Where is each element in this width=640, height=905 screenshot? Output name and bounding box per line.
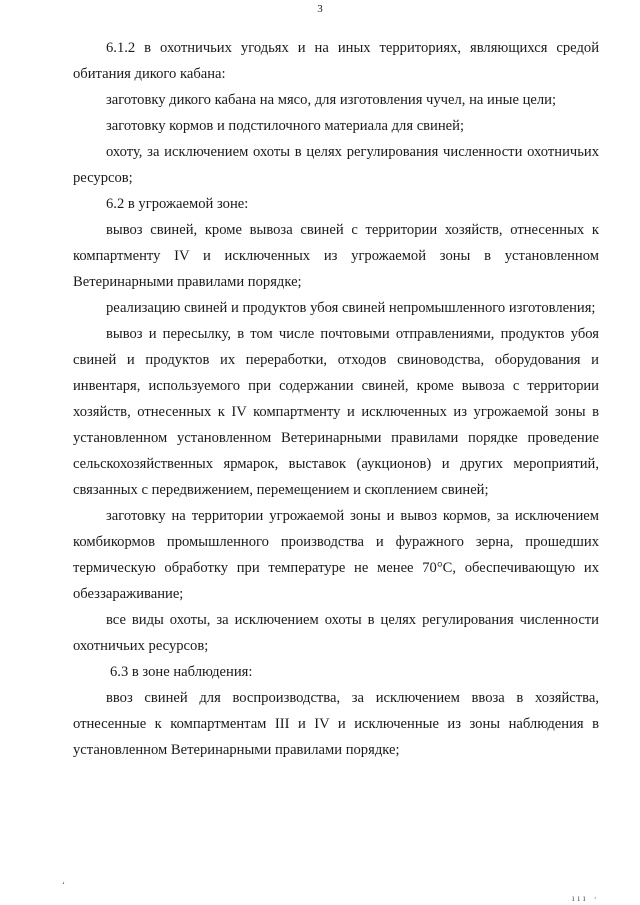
page-number: 3 — [317, 3, 323, 15]
scan-mark-left: ‘ — [62, 880, 65, 890]
paragraph-pig-sale: реализацию свиней и продуктов убоя свиней непромышленного изготовления; — [106, 300, 596, 316]
paragraph-hunting-harvest: заготовку дикого кабана на мясо, для изготовления чучел, на иные цели; — [106, 92, 557, 108]
paragraph-hunting: охоту, за исключением охоты в целях регулирования численности охотничьих ресурсов; — [73, 144, 599, 186]
paragraph-6-3: 6.3 в зоне наблюдения: — [110, 664, 253, 680]
paragraph-all-hunting: все виды охоты, за исключением охоты в целях регулирования численности охотничьих ресурсов; — [73, 612, 599, 654]
scan-mark-right: ııı · — [572, 893, 600, 903]
paragraph-pig-export: вывоз свиней, кроме вывоза свиней с территории хозяйств, отнесенных к компартменту IV и исключенных из угрожаемой зоны в установленном Ветеринарными правилами порядке; — [73, 222, 599, 290]
paragraph-6-1-2: 6.1.2 в охотничьих угодьях и на иных территориях, являющихся средой обитания дикого кабана: — [73, 40, 599, 82]
paragraph-products-export: вывоз и пересылку, в том числе почтовыми отправлениями, продуктов убоя свиней и продуктов их переработки, отходов свиноводства, оборудования и инвентаря, используемого при содержании свиней, кроме вывоза с территории хозяйств, отнесенных к IV компартменту и исключенных из угрожаемой зоны в установленном установленном Ветеринарными правилами порядке проведение сельскохозяйственных ярмарок, выставок (аукционов) и других мероприятий, связанных с передвижением, перемещением и скоплением свиней; — [73, 326, 599, 498]
paragraph-feed-harvest: заготовку кормов и подстилочного материала для свиней; — [106, 118, 465, 134]
paragraph-6-2: 6.2 в угрожаемой зоне: — [106, 196, 249, 212]
paragraph-feed-export: заготовку на территории угрожаемой зоны и вывоз кормов, за исключением комбикормов промышленного производства и фуражного зерна, прошедших термическую обработку при температуре не менее 70°С, обеспечивающую их обеззараживание; — [73, 508, 599, 602]
paragraph-pig-import: ввоз свиней для воспроизводства, за исключением ввоза в хозяйства, отнесенные к компартментам III и IV и исключенные из зоны наблюдения в установленном Ветеринарными правилами порядке; — [73, 690, 599, 758]
document-body — [73, 35, 599, 763]
